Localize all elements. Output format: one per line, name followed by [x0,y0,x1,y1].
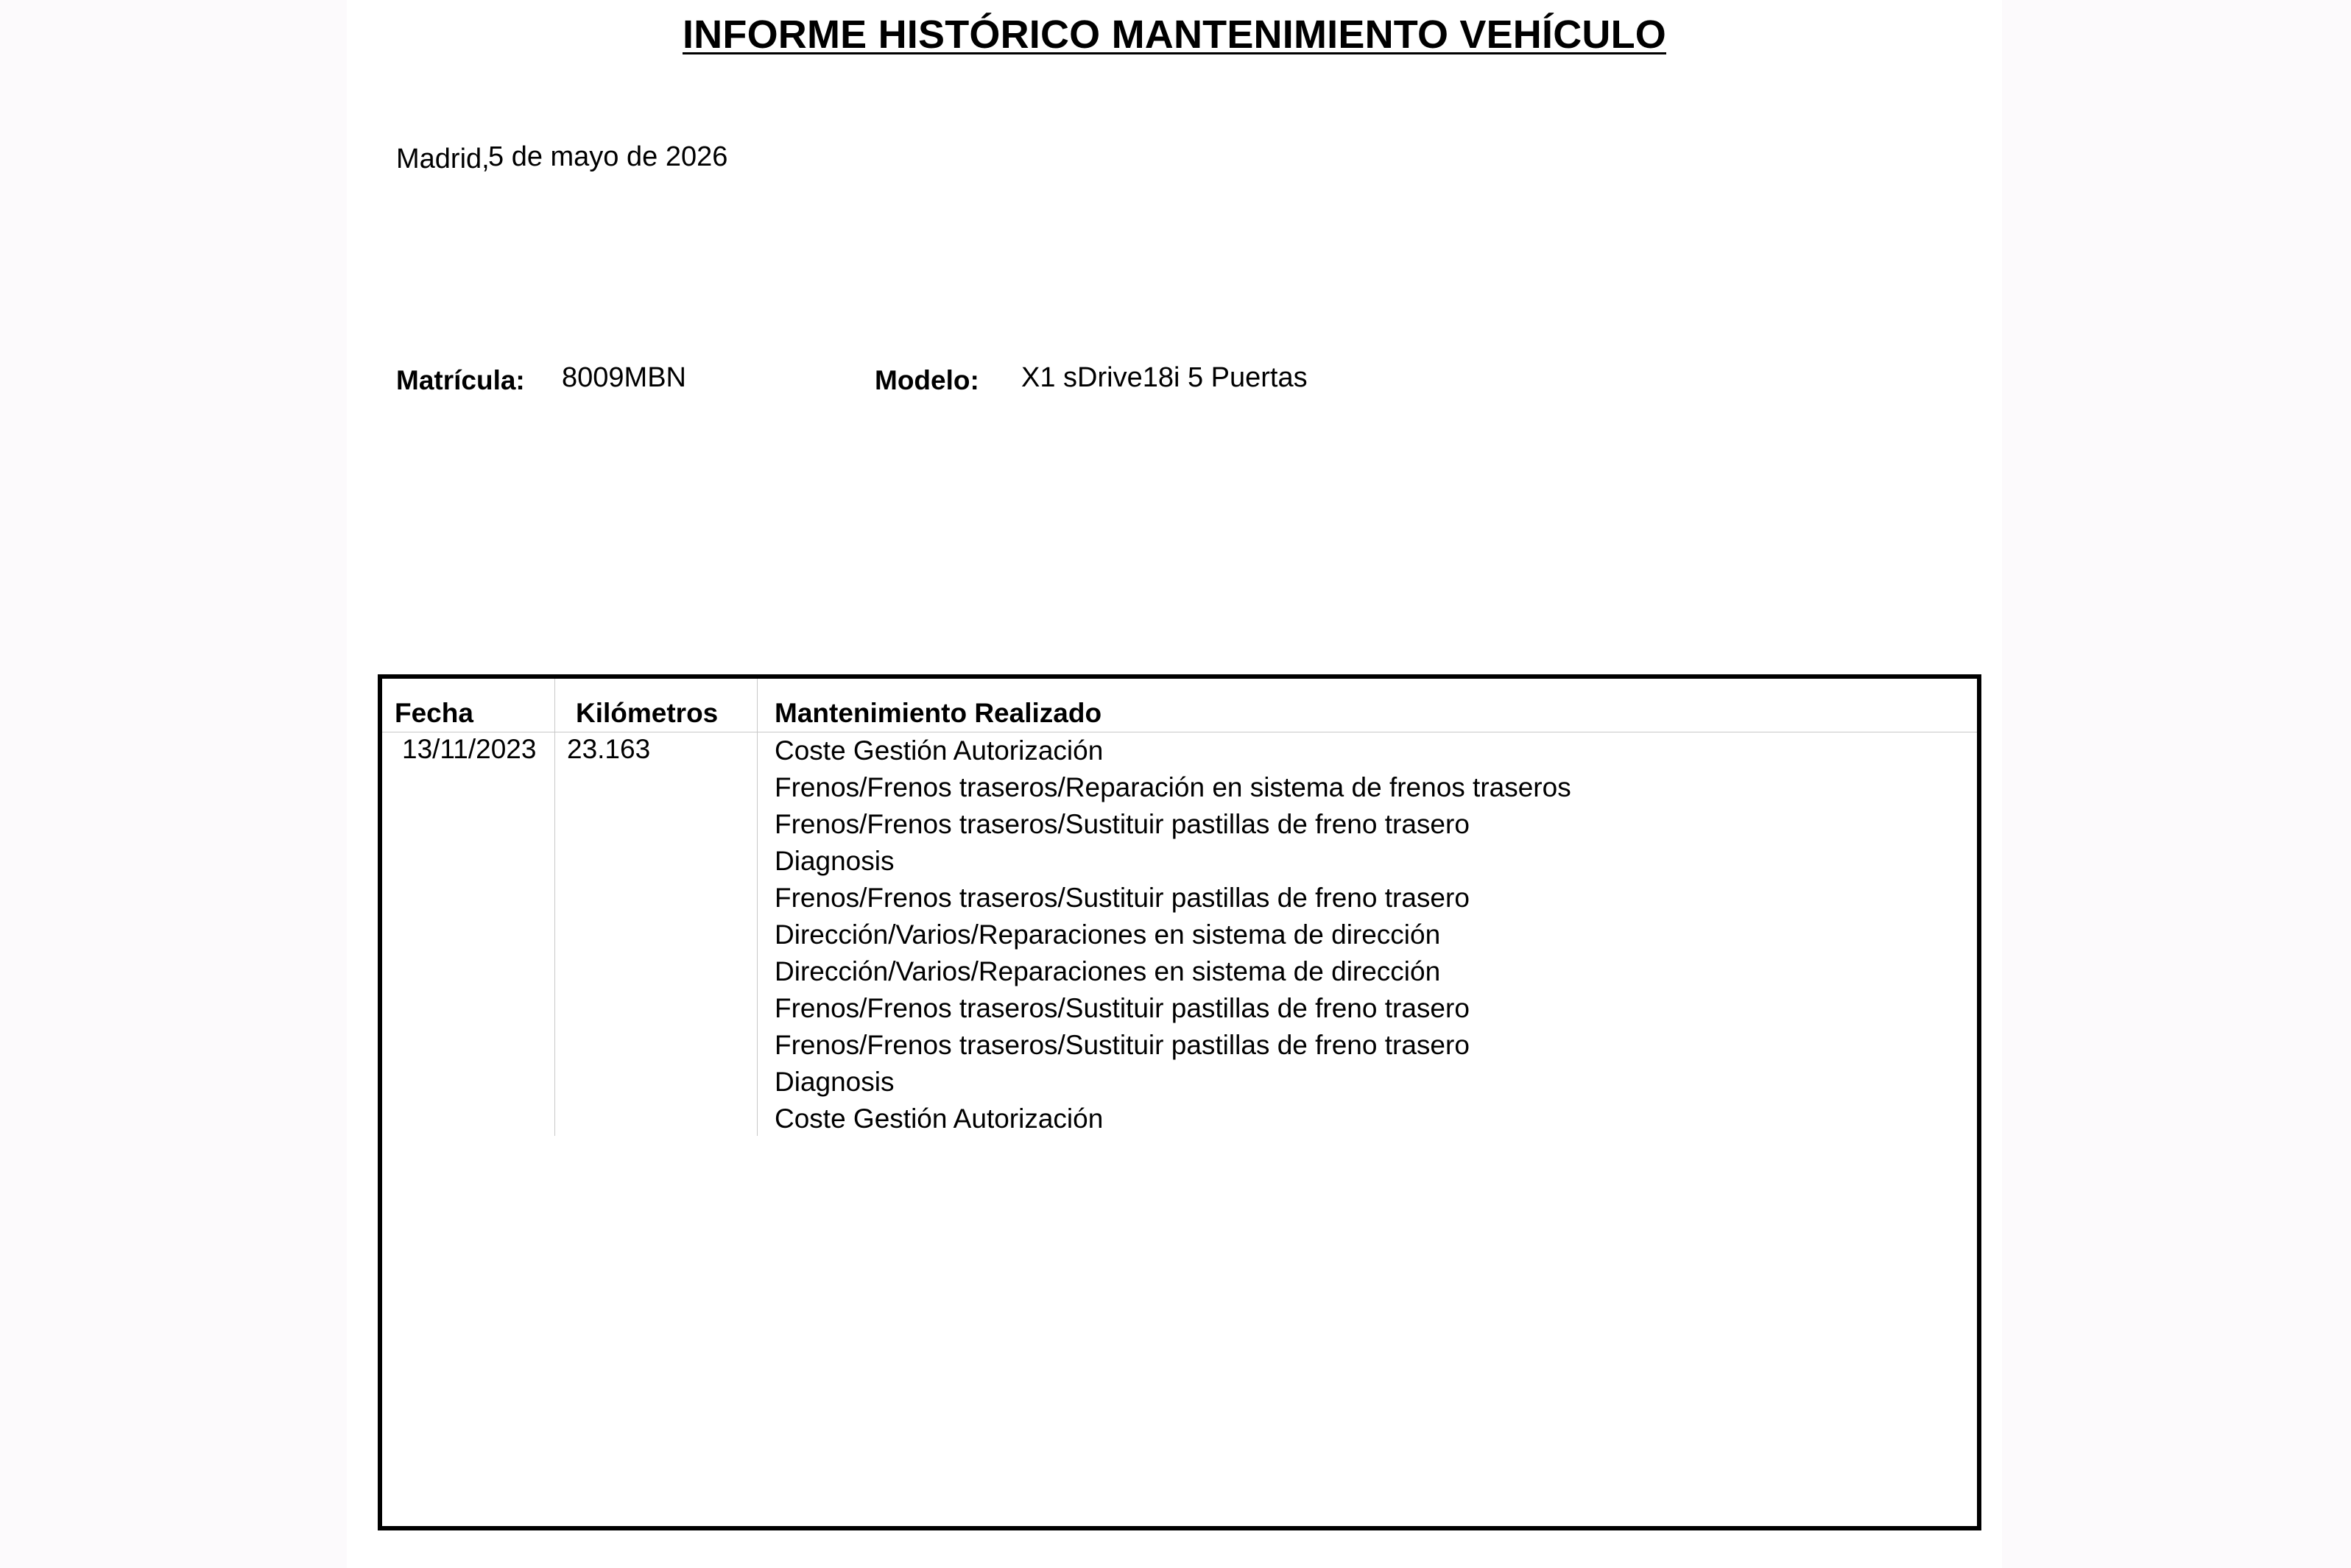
report-date: 5 de mayo de 2026 [488,141,728,172]
maintenance-task: Dirección/Varios/Reparaciones en sistema de dirección [775,956,1441,986]
column-separator [757,679,758,1136]
report-page [347,0,2002,1568]
plate-label: Matrícula: [396,365,525,395]
header-km: Kilómetros [576,698,719,728]
model-value: X1 sDrive18i 5 Puertas [1021,362,1308,393]
maintenance-task: Coste Gestión Autorización [775,1103,1104,1134]
maintenance-task: Diagnosis [775,1067,895,1097]
row-date: 13/11/2023 [402,734,537,764]
row-km: 23.163 [567,734,651,764]
maintenance-task: Frenos/Frenos traseros/Sustituir pastillas de freno trasero [775,993,1470,1023]
report-title: INFORME HISTÓRICO MANTENIMIENTO VEHÍCULO [682,13,1666,57]
maintenance-task: Coste Gestión Autorización [775,735,1104,766]
model-label: Modelo: [875,365,979,395]
maintenance-task-list [775,732,1571,1137]
maintenance-task: Frenos/Frenos traseros/Sustituir pastillas de freno trasero [775,809,1470,839]
maintenance-task: Frenos/Frenos traseros/Reparación en sistema de frenos traseros [775,772,1571,802]
maintenance-task: Dirección/Varios/Reparaciones en sistema de dirección [775,919,1441,950]
header-date: Fecha [395,698,473,728]
maintenance-task: Diagnosis [775,846,895,876]
header-work: Mantenimiento Realizado [775,698,1102,728]
maintenance-task: Frenos/Frenos traseros/Sustituir pastillas de freno trasero [775,1030,1470,1060]
plate-value: 8009MBN [562,362,686,393]
report-city: Madrid, [396,144,490,174]
maintenance-task: Frenos/Frenos traseros/Sustituir pastillas de freno trasero [775,883,1470,913]
column-separator [554,679,555,1136]
maintenance-history-table [378,674,1981,1530]
